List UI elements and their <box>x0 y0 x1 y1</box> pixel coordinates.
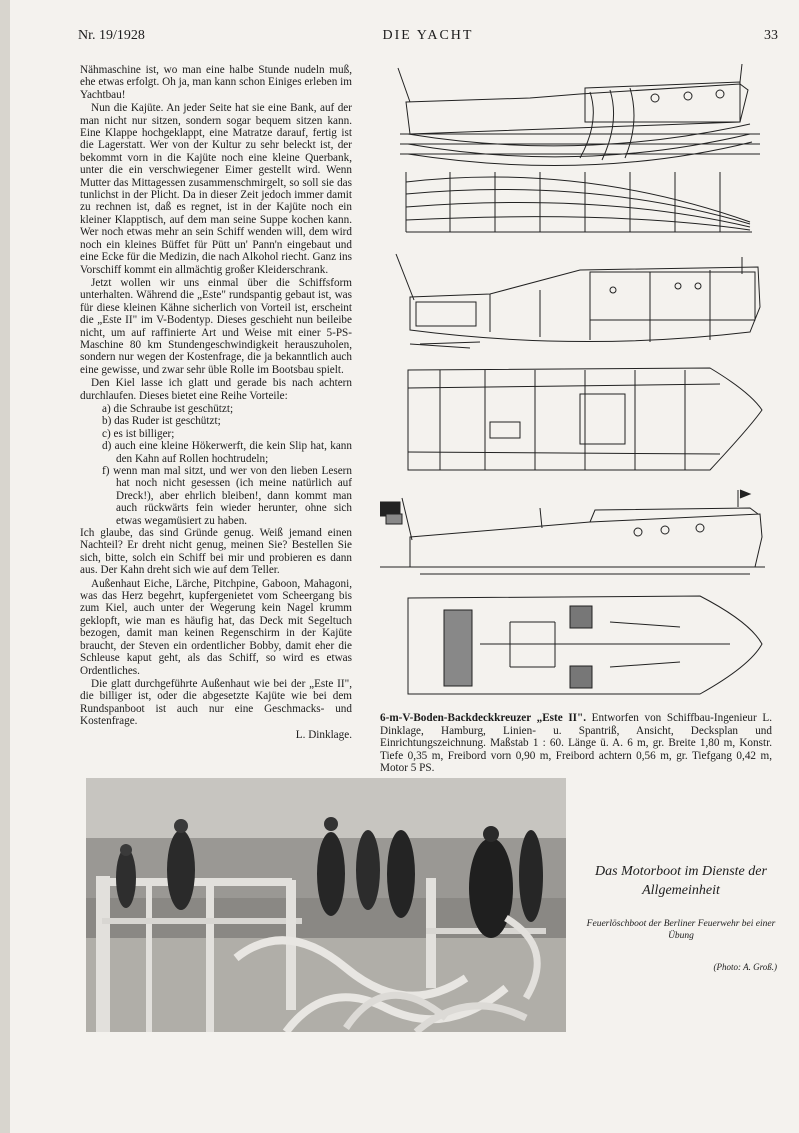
article-paragraph: Die glatt durchgeführte Außenhaut wie bei der „Este II", die billiger ist, oder die abgesetzte Kajüte wie bei dem Rundspanboot ist auch nur eine Geschmacks- und Kostenfrage. <box>80 677 352 728</box>
article-paragraph: Außenhaut Eiche, Lärche, Pitchpine, Gaboon, Mahagoni, was das Herz begehrt, kupfergenietet vom Scheergang bis zum Kiel, auch unter der Wegerung kein Nagel krumm geklopft, wie man es häufig hat, das Deck mit Segeltuch bezogen, damit man keinen Regenschirm in der Kajüte braucht, der Steven ein ordentlicher Bobby, damit eher die Schleuse kaput geht, als das Schiff, so wird es etwas Ordentliches. <box>80 577 352 677</box>
drawing-caption <box>380 712 772 775</box>
lines-profile-drawing <box>398 64 760 166</box>
deck-outline-drawing <box>408 596 762 694</box>
fireboat-photo <box>86 778 566 1032</box>
photo-caption <box>582 862 780 942</box>
photo-caption-title-line1: Das Motorboot im Dienste der <box>595 864 767 879</box>
article-paragraph: Nähmaschine ist, wo man eine halbe Stunde nudeln muß, ehe etwas erfolgt. Oh ja, man kann schon Einiges erleben im Yachtbau! <box>80 64 352 101</box>
page-edge <box>0 0 10 1133</box>
half-breadth-drawing <box>406 172 752 232</box>
interior-profile-drawing <box>396 254 760 348</box>
drawing-caption-title: 6-m-V-Boden-Backdeckkreuzer „Este II". <box>380 712 587 724</box>
deck-plan-drawing <box>408 368 762 470</box>
photo-caption-title-line2: Allgemeinheit <box>642 883 720 898</box>
issue-number: Nr. 19/1928 <box>78 28 145 43</box>
magazine-title: DIE YACHT <box>382 28 474 43</box>
boat-drawings <box>380 62 780 712</box>
author-signature: L. Dinklage. <box>295 728 352 741</box>
article-paragraph: Den Kiel lasse ich glatt und gerade bis nach achtern durchlaufen. Dieses bietet eine Reihe Vorteile: <box>80 377 352 402</box>
drawing-caption-text: Entworfen von Schiffbau-Ingenieur L. Dinklage, Hamburg, Linien- u. Spantriß, Ansicht, Decksplan und Einrichtungszeichnung. Maßstab 1 : 60. Länge ü. A. 6 m, gr. Breite 1,80 m, Konstr. Tiefe 0,35 m, Freibord vorn 0,90 m, Freibord achtern 0,56 m, gr. Tiefgang 0,42 m, Motor 5 PS. <box>380 712 772 775</box>
advantages-list <box>80 403 352 527</box>
list-item: d) auch eine kleine Hökerwerft, die kein Slip hat, kann den Kahn auf Rollen hochtrudeln; <box>102 440 352 465</box>
list-item: c) es ist billiger; <box>102 427 175 440</box>
photo-credit: (Photo: A. Groß.) <box>713 962 777 972</box>
article-paragraph: Jetzt wollen wir uns einmal über die Schiffsform unterhalten. Während die „Este" rundspantig gebaut ist, was für diese kleinen Kähne sicherlich von Vorteil ist, erscheint die „Este II" im V-Bodentyp. Dieses geschieht nun beileibe nicht, um auf raffinierte Art und Weise mit einer 5-PS-Maschine 80 km Stundengeschwindigkeit herauszuholen, sondern nur wegen der Kostenfrage, die ja bekanntlich auch eine gewisse, und zwar sehr üble Rolle im Bootsbau spielt. <box>80 276 352 376</box>
page-number: 33 <box>764 28 778 43</box>
article-paragraph: Nun die Kajüte. An jeder Seite hat sie eine Bank, auf der man nicht nur sitzen, sondern sogar bequem sitzen kann. Eine Klappe hochgeklappt, eine Matratze darauf, fertig ist die Lagerstatt. Wer von der Kultur zu sehr beleckt ist, der bekommt vorn in die Kajüte noch eine kleine Querbank, unter die ein verschwiegener Eimer gestellt wird. Wenn Mutter das Mittagessen zusammenschmirgelt, so soll sie das tunlichst in der Plicht. Da in dieser Zeit jedoch immer damit zu rechnen ist, daß es regnet, ist in der Kajüte noch ein kleiner Klapptisch, auf dem man seine Suppe kochen kann. Wer noch etwas mehr an sein Schiff wenden will, dem wird noch ein kleines Büffet für Pütt un' Pann'n eingebaut und eine Ecke für die Medizin, die nach Alkohol riecht. Ganz ins Vorschiff kommt ein allmächtig großer Kleiderschrank. <box>80 102 352 276</box>
list-item: b) das Ruder ist geschützt; <box>102 415 221 428</box>
outboard-profile-drawing <box>380 490 765 574</box>
list-item: f) wenn man mal sitzt, und wer von den lieben Lesern hat noch nicht gesessen (ich meine natürlich auf Dreck!), aber ehrlich bleiben!, dann kommt man auch rückwärts fein wieder herunter, ohne sich etwas wegamüsiert zu haben. <box>102 465 352 527</box>
article-paragraph: Ich glaube, das sind Gründe genug. Weiß jemand einen Nachteil? Er dreht nicht genug, meinen Sie? Bestellen Sie sich, bitte, solch ein Schiff bei mir und probieren es dann aus. Der Kahn dreht sich wie auf dem Teller. <box>80 527 352 577</box>
page-header <box>78 28 778 48</box>
photo-caption-subtitle: Feuerlöschboot der Berliner Feuerwehr bei einer Übung <box>586 919 776 941</box>
article-column <box>80 64 352 742</box>
list-item: a) die Schraube ist geschützt; <box>102 402 234 415</box>
